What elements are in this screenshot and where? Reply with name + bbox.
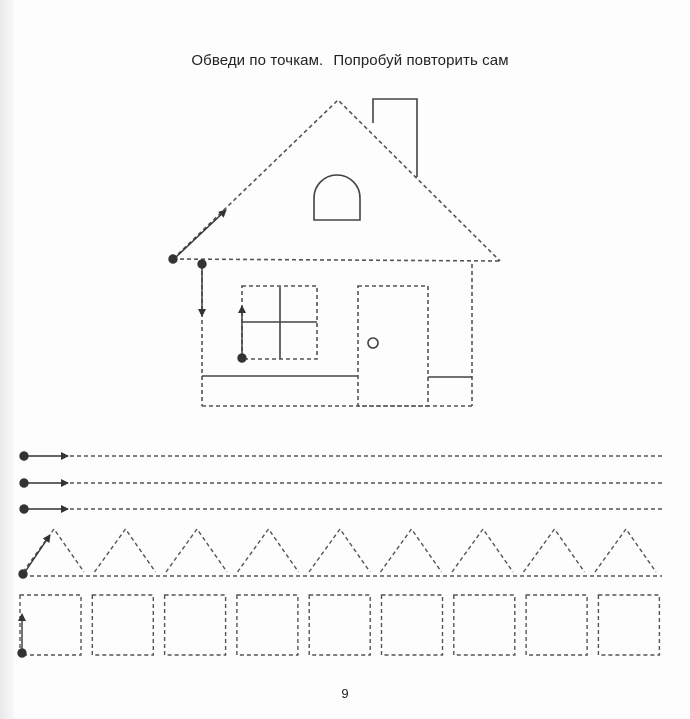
tracing-triangle [23, 529, 84, 572]
tracing-square [20, 595, 81, 655]
house-drawing [173, 99, 500, 406]
tracing-triangle [381, 529, 442, 572]
door-knob [368, 338, 378, 348]
page-number: 9 [341, 686, 349, 701]
tracing-square [309, 595, 370, 655]
line-start-dot [20, 479, 28, 487]
tracing-square [237, 595, 298, 655]
house-chimney [373, 99, 417, 177]
roof-start-dot [169, 255, 177, 263]
tracing-triangle [309, 529, 370, 572]
tracing-square [92, 595, 153, 655]
instruction-part-2: Попробуй повторить сам [333, 52, 509, 69]
house-roof [173, 100, 500, 261]
tracing-triangle [452, 529, 513, 572]
tracing-triangle [95, 529, 156, 572]
house-eave [173, 259, 500, 261]
tracing-square [598, 595, 659, 655]
roof-arrow [175, 210, 226, 258]
tracing-lines [20, 452, 662, 513]
tracing-triangle [524, 529, 585, 572]
tracing-square [454, 595, 515, 655]
tracing-square [165, 595, 226, 655]
line-start-dot [20, 452, 28, 460]
line-start-dot [20, 505, 28, 513]
instruction-part-1: Обведи по точкам. [191, 52, 324, 69]
wall-start-dot [198, 260, 206, 268]
attic-window [314, 175, 360, 220]
tracing-triangle [166, 529, 227, 572]
window-start-dot [238, 354, 246, 362]
tracing-squares [18, 595, 659, 657]
tracing-square [526, 595, 587, 655]
triangle-arrow [25, 535, 50, 572]
square-start-dot [18, 649, 26, 657]
house-start-markers [169, 210, 246, 362]
tracing-triangles [19, 529, 662, 578]
triangle-start-dot [19, 570, 27, 578]
tracing-square [382, 595, 443, 655]
tracing-triangle [238, 529, 299, 572]
tracing-triangle [595, 529, 656, 572]
